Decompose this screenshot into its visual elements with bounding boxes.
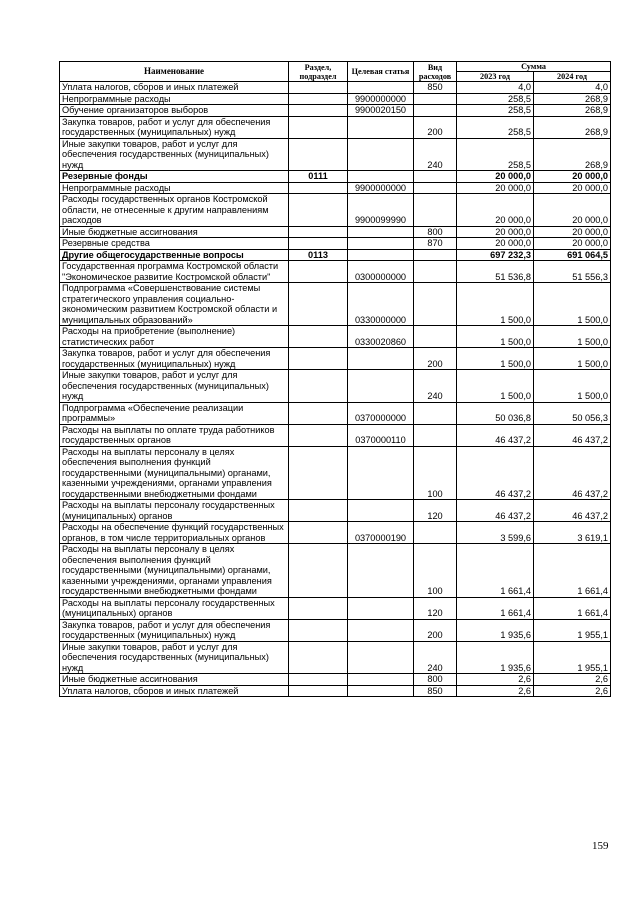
cell-kind: 200 xyxy=(414,116,457,138)
cell-sum-2024: 268,9 xyxy=(534,116,611,138)
cell-target xyxy=(348,348,414,370)
cell-target xyxy=(348,619,414,641)
cell-kind xyxy=(414,93,457,105)
table-row xyxy=(60,674,611,686)
cell-sum-2024: 1 500,0 xyxy=(534,370,611,403)
cell-target xyxy=(348,685,414,697)
cell-section xyxy=(289,138,348,171)
table-row xyxy=(60,522,611,544)
cell-section xyxy=(289,619,348,641)
cell-target xyxy=(348,249,414,261)
cell-sum-2023: 1 661,4 xyxy=(457,597,534,619)
cell-sum-2024: 1 955,1 xyxy=(534,619,611,641)
header-target: Целевая статья xyxy=(348,62,414,82)
cell-target xyxy=(348,370,414,403)
cell-sum-2023: 46 437,2 xyxy=(457,446,534,500)
cell-target xyxy=(348,82,414,94)
cell-kind: 200 xyxy=(414,348,457,370)
cell-section xyxy=(289,370,348,403)
cell-name: Закупка товаров, работ и услуг для обеспечения государственных (муниципальных) нужд xyxy=(60,116,289,138)
cell-name: Расходы государственных органов Костромской области, не отнесенные к другим направлениям расходов xyxy=(60,194,289,227)
table-row xyxy=(60,182,611,194)
cell-sum-2024: 4,0 xyxy=(534,82,611,94)
cell-kind: 240 xyxy=(414,370,457,403)
cell-sum-2023: 46 437,2 xyxy=(457,424,534,446)
cell-name: Иные бюджетные ассигнования xyxy=(60,226,289,238)
table-row xyxy=(60,283,611,326)
table-header xyxy=(60,62,611,82)
cell-kind: 240 xyxy=(414,138,457,171)
header-kind: Вид расходов xyxy=(414,62,457,82)
cell-target xyxy=(348,641,414,674)
cell-target xyxy=(348,171,414,183)
cell-sum-2024: 46 437,2 xyxy=(534,424,611,446)
cell-name: Расходы на выплаты персоналу в целях обеспечения выполнения функций государственными (муниципальными) органами, казенными учреждениями, органами управления государственными внебюджетными фондами xyxy=(60,446,289,500)
cell-name: Закупка товаров, работ и услуг для обеспечения государственных (муниципальных) нужд xyxy=(60,619,289,641)
header-name: Наименование xyxy=(60,62,289,82)
cell-target xyxy=(348,138,414,171)
cell-name: Непрограммные расходы xyxy=(60,182,289,194)
cell-section xyxy=(289,500,348,522)
cell-sum-2024: 1 661,4 xyxy=(534,544,611,598)
cell-sum-2024: 50 056,3 xyxy=(534,402,611,424)
cell-sum-2024: 20 000,0 xyxy=(534,171,611,183)
table-body xyxy=(60,82,611,697)
cell-section xyxy=(289,597,348,619)
cell-target: 0370000000 xyxy=(348,402,414,424)
cell-section xyxy=(289,93,348,105)
cell-target: 0330000000 xyxy=(348,283,414,326)
cell-kind xyxy=(414,194,457,227)
cell-sum-2023: 20 000,0 xyxy=(457,182,534,194)
cell-kind: 850 xyxy=(414,82,457,94)
cell-kind: 800 xyxy=(414,674,457,686)
cell-name: Непрограммные расходы xyxy=(60,93,289,105)
cell-sum-2024: 1 500,0 xyxy=(534,283,611,326)
cell-sum-2024: 691 064,5 xyxy=(534,249,611,261)
cell-sum-2024: 20 000,0 xyxy=(534,226,611,238)
cell-section: 0111 xyxy=(289,171,348,183)
cell-kind xyxy=(414,522,457,544)
table-row xyxy=(60,544,611,598)
cell-kind: 240 xyxy=(414,641,457,674)
cell-name: Расходы на приобретение (выполнение) статистических работ xyxy=(60,326,289,348)
table-row xyxy=(60,402,611,424)
cell-sum-2023: 1 661,4 xyxy=(457,544,534,598)
cell-sum-2023: 697 232,3 xyxy=(457,249,534,261)
cell-name: Подпрограмма «Обеспечение реализации программы» xyxy=(60,402,289,424)
cell-section xyxy=(289,182,348,194)
cell-sum-2024: 20 000,0 xyxy=(534,182,611,194)
cell-sum-2023: 2,6 xyxy=(457,674,534,686)
cell-name: Обучение организаторов выборов xyxy=(60,105,289,117)
table-row xyxy=(60,597,611,619)
cell-name: Расходы на выплаты персоналу государственных (муниципальных) органов xyxy=(60,597,289,619)
cell-sum-2024: 20 000,0 xyxy=(534,194,611,227)
header-section: Раздел, подраздел xyxy=(289,62,348,82)
cell-sum-2024: 2,6 xyxy=(534,685,611,697)
cell-sum-2023: 1 500,0 xyxy=(457,283,534,326)
cell-target xyxy=(348,446,414,500)
cell-sum-2023: 4,0 xyxy=(457,82,534,94)
cell-section xyxy=(289,283,348,326)
table-row xyxy=(60,424,611,446)
header-sum: Сумма xyxy=(457,62,611,72)
table-row xyxy=(60,238,611,250)
cell-sum-2023: 20 000,0 xyxy=(457,238,534,250)
table-row xyxy=(60,261,611,283)
table-row xyxy=(60,226,611,238)
cell-name: Закупка товаров, работ и услуг для обеспечения государственных (муниципальных) нужд xyxy=(60,348,289,370)
cell-sum-2024: 46 437,2 xyxy=(534,500,611,522)
cell-section xyxy=(289,261,348,283)
cell-target xyxy=(348,116,414,138)
cell-kind: 100 xyxy=(414,446,457,500)
cell-sum-2024: 1 500,0 xyxy=(534,348,611,370)
table-row xyxy=(60,105,611,117)
cell-sum-2023: 20 000,0 xyxy=(457,194,534,227)
header-year-2023: 2023 год xyxy=(457,72,534,82)
cell-name: Иные бюджетные ассигнования xyxy=(60,674,289,686)
cell-section xyxy=(289,116,348,138)
cell-kind: 200 xyxy=(414,619,457,641)
cell-sum-2023: 51 536,8 xyxy=(457,261,534,283)
cell-sum-2023: 50 036,8 xyxy=(457,402,534,424)
cell-sum-2023: 20 000,0 xyxy=(457,171,534,183)
cell-target xyxy=(348,674,414,686)
table-row xyxy=(60,82,611,94)
cell-kind xyxy=(414,402,457,424)
cell-name: Расходы на выплаты по оплате труда работников государственных органов xyxy=(60,424,289,446)
cell-kind: 120 xyxy=(414,597,457,619)
cell-kind xyxy=(414,249,457,261)
cell-target: 9900000000 xyxy=(348,182,414,194)
cell-kind xyxy=(414,105,457,117)
cell-sum-2024: 20 000,0 xyxy=(534,238,611,250)
table-row xyxy=(60,641,611,674)
cell-name: Уплата налогов, сборов и иных платежей xyxy=(60,685,289,697)
cell-name: Иные закупки товаров, работ и услуг для обеспечения государственных (муниципальных) нужд xyxy=(60,138,289,171)
cell-kind: 800 xyxy=(414,226,457,238)
table-row xyxy=(60,446,611,500)
cell-sum-2023: 258,5 xyxy=(457,93,534,105)
cell-section xyxy=(289,424,348,446)
cell-name: Резервные средства xyxy=(60,238,289,250)
cell-name: Государственная программа Костромской области "Экономическое развитие Костромской области" xyxy=(60,261,289,283)
cell-section xyxy=(289,685,348,697)
cell-kind: 870 xyxy=(414,238,457,250)
cell-section xyxy=(289,641,348,674)
cell-sum-2023: 20 000,0 xyxy=(457,226,534,238)
table-row xyxy=(60,348,611,370)
cell-sum-2024: 3 619,1 xyxy=(534,522,611,544)
cell-kind: 120 xyxy=(414,500,457,522)
cell-name: Расходы на выплаты персоналу в целях обеспечения выполнения функций государственными (муниципальными) органами, казенными учреждениями, органами управления государственными внебюджетными фондами xyxy=(60,544,289,598)
header-year-2024: 2024 год xyxy=(534,72,611,82)
cell-target: 9900099990 xyxy=(348,194,414,227)
table-row xyxy=(60,685,611,697)
cell-section xyxy=(289,82,348,94)
cell-section xyxy=(289,194,348,227)
cell-section xyxy=(289,238,348,250)
cell-name: Иные закупки товаров, работ и услуг для обеспечения государственных (муниципальных) нужд xyxy=(60,641,289,674)
cell-sum-2023: 258,5 xyxy=(457,105,534,117)
cell-sum-2023: 1 500,0 xyxy=(457,348,534,370)
cell-target: 0330020860 xyxy=(348,326,414,348)
table-row xyxy=(60,93,611,105)
cell-section xyxy=(289,226,348,238)
cell-name: Другие общегосударственные вопросы xyxy=(60,249,289,261)
cell-section xyxy=(289,446,348,500)
cell-target: 9900020150 xyxy=(348,105,414,117)
cell-target xyxy=(348,238,414,250)
cell-sum-2023: 46 437,2 xyxy=(457,500,534,522)
cell-kind: 850 xyxy=(414,685,457,697)
cell-sum-2023: 1 935,6 xyxy=(457,641,534,674)
cell-section xyxy=(289,674,348,686)
cell-target: 9900000000 xyxy=(348,93,414,105)
cell-sum-2024: 268,9 xyxy=(534,105,611,117)
cell-target: 0370000110 xyxy=(348,424,414,446)
cell-name: Расходы на обеспечение функций государственных органов, в том числе территориальных органов xyxy=(60,522,289,544)
budget-table xyxy=(59,61,611,697)
cell-target xyxy=(348,597,414,619)
cell-sum-2023: 2,6 xyxy=(457,685,534,697)
cell-target xyxy=(348,500,414,522)
cell-sum-2024: 46 437,2 xyxy=(534,446,611,500)
cell-sum-2024: 1 500,0 xyxy=(534,326,611,348)
cell-sum-2023: 1 935,6 xyxy=(457,619,534,641)
cell-name: Резервные фонды xyxy=(60,171,289,183)
cell-name: Расходы на выплаты персоналу государственных (муниципальных) органов xyxy=(60,500,289,522)
table-row xyxy=(60,138,611,171)
cell-section xyxy=(289,105,348,117)
cell-kind xyxy=(414,283,457,326)
cell-target xyxy=(348,226,414,238)
cell-kind xyxy=(414,182,457,194)
cell-kind xyxy=(414,424,457,446)
cell-section xyxy=(289,348,348,370)
page-number: 159 xyxy=(592,840,609,852)
cell-kind xyxy=(414,261,457,283)
table-row xyxy=(60,116,611,138)
cell-kind xyxy=(414,171,457,183)
cell-target xyxy=(348,544,414,598)
cell-sum-2024: 268,9 xyxy=(534,93,611,105)
cell-section xyxy=(289,544,348,598)
table-row xyxy=(60,619,611,641)
table-row xyxy=(60,249,611,261)
cell-sum-2023: 258,5 xyxy=(457,116,534,138)
cell-sum-2023: 1 500,0 xyxy=(457,370,534,403)
cell-sum-2024: 268,9 xyxy=(534,138,611,171)
cell-sum-2023: 1 500,0 xyxy=(457,326,534,348)
cell-section xyxy=(289,522,348,544)
cell-target: 0370000190 xyxy=(348,522,414,544)
table-row xyxy=(60,370,611,403)
cell-name: Подпрограмма «Совершенствование системы стратегического управления социально-экономическим развитием Костромской области и муниципальных образований» xyxy=(60,283,289,326)
cell-sum-2023: 3 599,6 xyxy=(457,522,534,544)
cell-kind xyxy=(414,326,457,348)
cell-sum-2024: 51 556,3 xyxy=(534,261,611,283)
table-row xyxy=(60,326,611,348)
cell-kind: 100 xyxy=(414,544,457,598)
cell-section xyxy=(289,402,348,424)
cell-name: Иные закупки товаров, работ и услуг для обеспечения государственных (муниципальных) нужд xyxy=(60,370,289,403)
cell-sum-2024: 1 661,4 xyxy=(534,597,611,619)
cell-section xyxy=(289,326,348,348)
table-row xyxy=(60,171,611,183)
cell-sum-2023: 258,5 xyxy=(457,138,534,171)
cell-sum-2024: 1 955,1 xyxy=(534,641,611,674)
table-row xyxy=(60,194,611,227)
cell-name: Уплата налогов, сборов и иных платежей xyxy=(60,82,289,94)
cell-sum-2024: 2,6 xyxy=(534,674,611,686)
cell-section: 0113 xyxy=(289,249,348,261)
cell-target: 0300000000 xyxy=(348,261,414,283)
table-row xyxy=(60,500,611,522)
